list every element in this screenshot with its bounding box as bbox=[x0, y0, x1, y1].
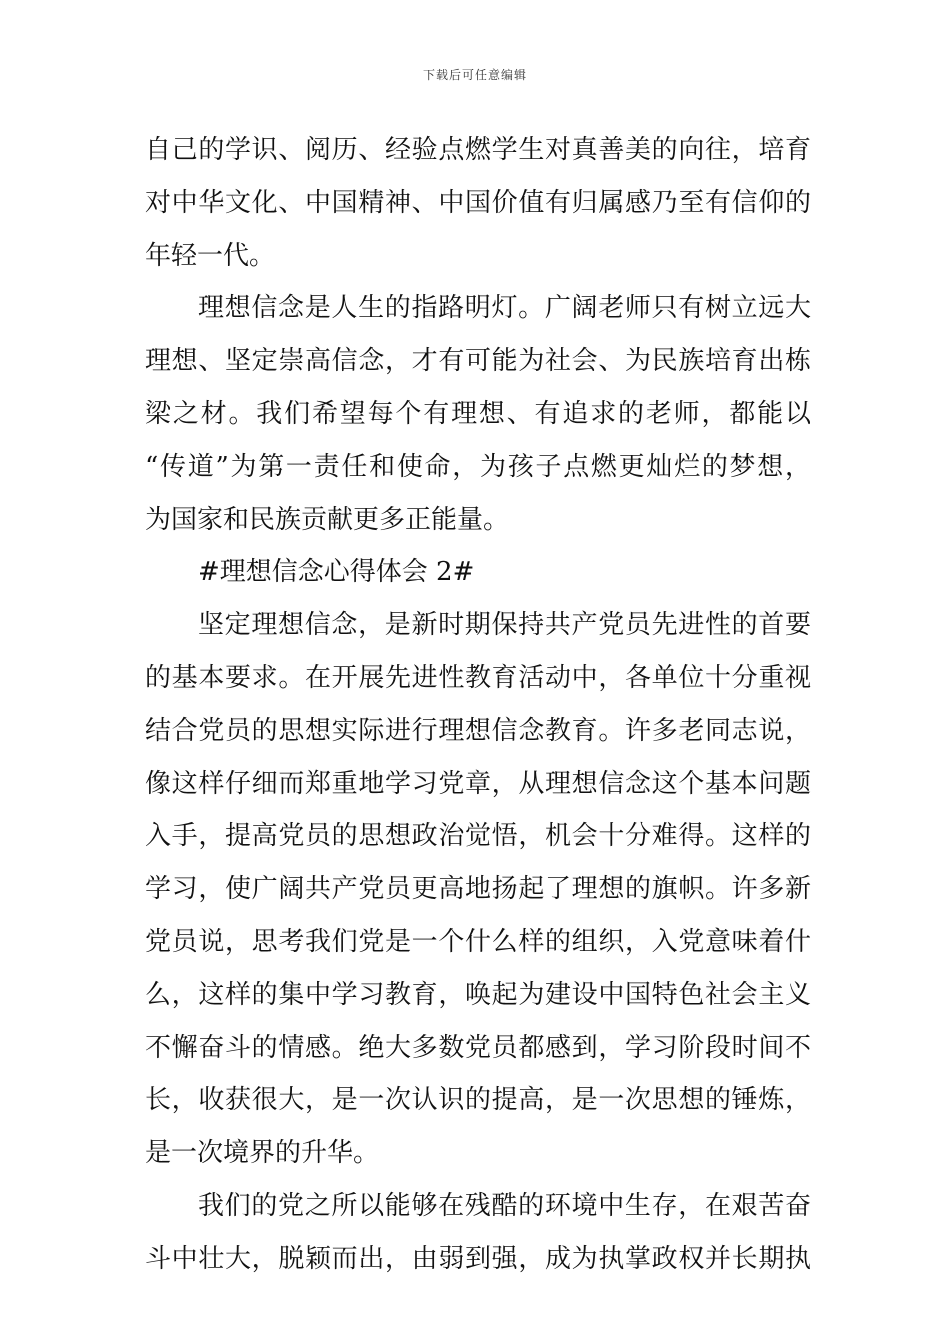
text-line: 入手，提高党员的思想政治觉悟，机会十分难得。这样的 bbox=[145, 821, 811, 852]
text-line: 么，这样的集中学习教育，唤起为建设中国特色社会主义 bbox=[145, 979, 811, 1010]
text-line: 是一次境界的升华。 bbox=[145, 1138, 380, 1169]
body-text bbox=[145, 124, 811, 1286]
text-line: 坚定理想信念，是新时期保持共产党员先进性的首要 bbox=[198, 610, 811, 641]
text-line: 梁之材。我们希望每个有理想、有追求的老师，都能以 bbox=[145, 398, 811, 429]
text-line: 自己的学识、阅历、经验点燃学生对真善美的向往，培育 bbox=[145, 135, 811, 165]
text-line: 学习，使广阔共产党员更高地扬起了理想的旗帜。许多新 bbox=[145, 874, 811, 905]
text-line: 不懈奋斗的情感。绝大多数党员都感到，学习阶段时间不 bbox=[145, 1032, 811, 1063]
text-line: 斗中壮大，脱颖而出，由弱到强，成为执掌政权并长期执 bbox=[145, 1243, 811, 1274]
text-line: 理想信念是人生的指路明灯。广阔老师只有树立远大 bbox=[198, 293, 811, 324]
text-line: 理想、坚定崇高信念，才有可能为社会、为民族培育出栋 bbox=[145, 346, 811, 377]
text-line: “传道”为第一责任和使命，为孩子点燃更灿烂的梦想， bbox=[145, 451, 811, 482]
text-line: 的基本要求。在开展先进性教育活动中，各单位十分重视 bbox=[145, 662, 811, 693]
text-line: 年轻一代。 bbox=[145, 240, 276, 271]
text-line: 为国家和民族贡献更多正能量。 bbox=[145, 504, 510, 535]
text-line: 结合党员的思想实际进行理想信念教育。许多老同志说， bbox=[145, 715, 811, 746]
text-line: 像这样仔细而郑重地学习党章，从理想信念这个基本问题 bbox=[145, 768, 811, 799]
text-line: 对中华文化、中国精神、中国价值有归属感乃至有信仰的 bbox=[145, 187, 811, 218]
header-note: 下载后可任意编辑 bbox=[422, 68, 527, 82]
text-line: 党员说，思考我们党是一个什么样的组织，入党意味着什 bbox=[145, 926, 811, 957]
text-line: 长，收获很大，是一次认识的提高，是一次思想的锤炼， bbox=[145, 1085, 811, 1116]
text-line: 我们的党之所以能够在残酷的环境中生存，在艰苦奋 bbox=[198, 1190, 811, 1221]
section-heading: #理想信念心得体会 2# bbox=[198, 557, 475, 588]
